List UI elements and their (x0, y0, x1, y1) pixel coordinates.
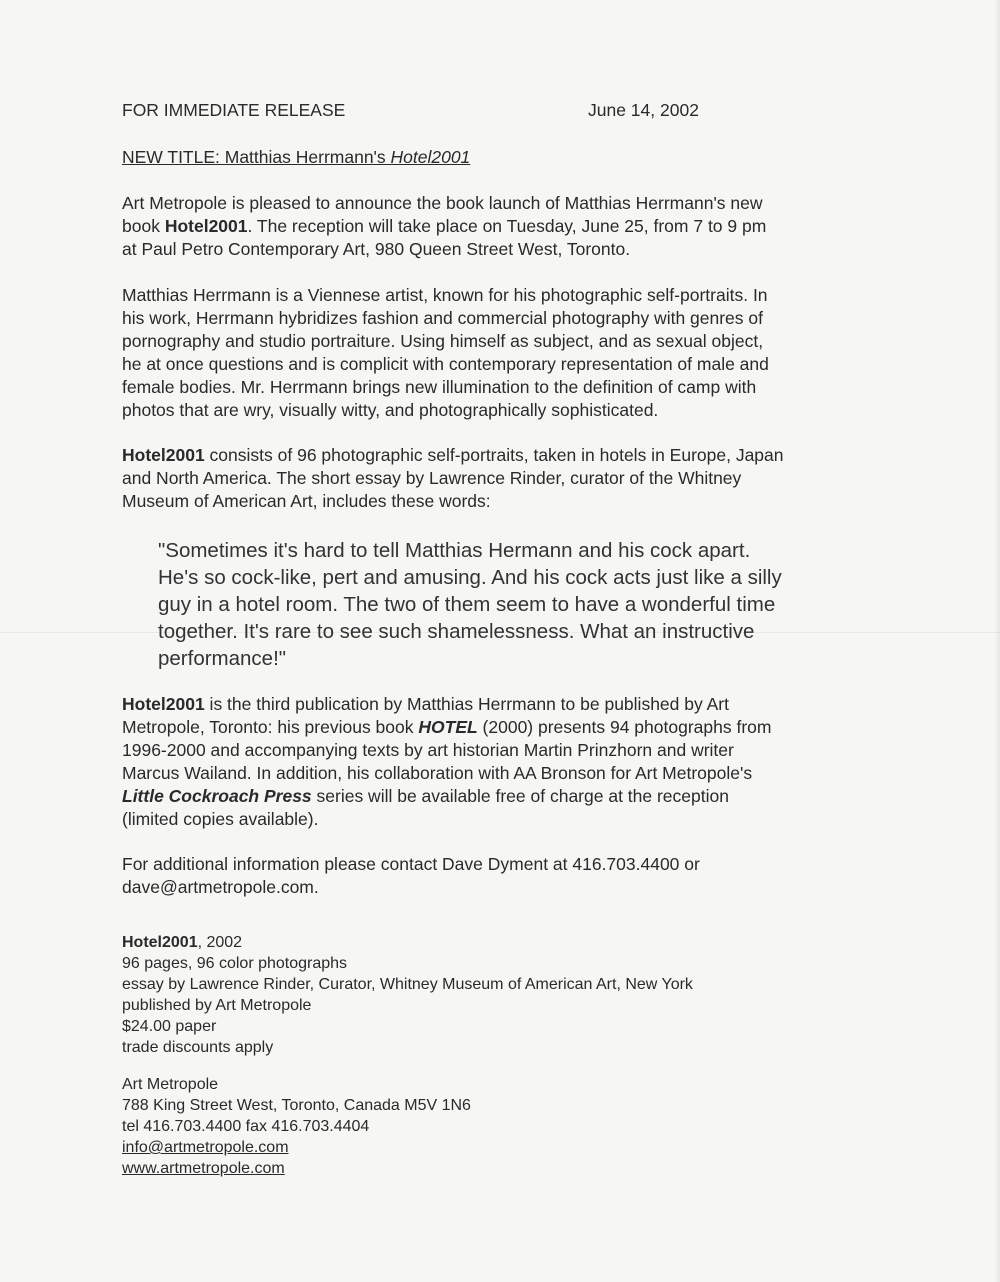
book-info-publisher: published by Art Metropole (122, 997, 312, 1014)
paragraph-line: Marcus Wailand. In addition, his collaboration with AA Bronson for Art Metropole's (122, 763, 753, 783)
paragraph-line: Hotel2001 is the third publication by Matthias Herrmann to be published by Art (122, 694, 729, 714)
artist-bio-paragraph (122, 284, 769, 422)
paragraph-line: and North America. The short essay by Lawrence Rinder, curator of the Whitney (122, 468, 742, 488)
book-info-title: Hotel2001, 2002 (122, 934, 243, 951)
book-info-essay: essay by Lawrence Rinder, Curator, Whitney Museum of American Art, New York (122, 976, 693, 993)
title-book: Hotel2001 (390, 147, 471, 167)
title-prefix: NEW TITLE: Matthias Herrmann's (122, 147, 391, 167)
paragraph-line: (limited copies available). (122, 809, 319, 829)
book-description-paragraph (122, 444, 784, 513)
book-info-discount: trade discounts apply (122, 1039, 274, 1056)
quote-line: "Sometimes it's hard to tell Matthias Hermann and his cock apart. (158, 539, 751, 562)
paragraph-line: Matthias Herrmann is a Viennese artist, known for his photographic self-portraits. In (122, 285, 768, 305)
release-label: FOR IMMEDIATE RELEASE (122, 100, 346, 120)
book-info-block (122, 932, 693, 1058)
book-info-pages: 96 pages, 96 color photographs (122, 955, 348, 972)
launch-paragraph (122, 192, 766, 261)
paper-edge-shadow (994, 0, 1000, 1282)
contact-paragraph (122, 853, 700, 899)
address-phone: tel 416.703.4400 fax 416.703.4404 (122, 1118, 370, 1135)
paragraph-line: female bodies. Mr. Herrmann brings new illumination to the definition of camp with (122, 377, 757, 397)
paragraph-line: Little Cockroach Press series will be available free of charge at the reception (122, 786, 729, 806)
essay-quote (158, 537, 782, 672)
paragraph-line: Hotel2001 consists of 96 photographic self-portraits, taken in hotels in Europe, Japan (122, 445, 784, 465)
paragraph-line: photos that are wry, visually witty, and photographically sophisticated. (122, 400, 659, 420)
email-link[interactable]: info@artmetropole.com (122, 1139, 289, 1156)
paragraph-line: Metropole, Toronto: his previous book HOTEL (2000) presents 94 photographs from (122, 717, 772, 737)
paragraph-line: dave@artmetropole.com. (122, 877, 319, 897)
website-link[interactable]: www.artmetropole.com (122, 1160, 285, 1177)
address-block (122, 1074, 471, 1179)
quote-line: together. It's rare to see such shamelessness. What an instructive (158, 620, 755, 643)
paragraph-line: For additional information please contact Dave Dyment at 416.703.4400 or (122, 854, 700, 874)
paragraph-line: 1996-2000 and accompanying texts by art historian Martin Prinzhorn and writer (122, 740, 734, 760)
announcement-title (122, 146, 470, 169)
publication-history-paragraph (122, 693, 771, 831)
quote-line: He's so cock-like, pert and amusing. And his cock acts just like a silly (158, 566, 782, 589)
quote-line: guy in a hotel room. The two of them seem to have a wonderful time (158, 593, 776, 616)
paragraph-line: Art Metropole is pleased to announce the book launch of Matthias Herrmann's new (122, 193, 763, 213)
address-street: 788 King Street West, Toronto, Canada M5V 1N6 (122, 1097, 471, 1114)
paragraph-line: book Hotel2001. The reception will take place on Tuesday, June 25, from 7 to 9 pm (122, 216, 767, 236)
paragraph-line: at Paul Petro Contemporary Art, 980 Queen Street West, Toronto. (122, 239, 631, 259)
release-date: June 14, 2002 (588, 100, 699, 120)
paragraph-line: Museum of American Art, includes these words: (122, 491, 491, 511)
quote-line: performance!" (158, 647, 287, 670)
paragraph-line: pornography and studio portraiture. Using himself as subject, and as sexual object, (122, 331, 764, 351)
paragraph-line: his work, Herrmann hybridizes fashion and commercial photography with genres of (122, 308, 763, 328)
book-info-price: $24.00 paper (122, 1018, 217, 1035)
paragraph-line: he at once questions and is complicit with contemporary representation of male and (122, 354, 769, 374)
address-name: Art Metropole (122, 1076, 219, 1093)
